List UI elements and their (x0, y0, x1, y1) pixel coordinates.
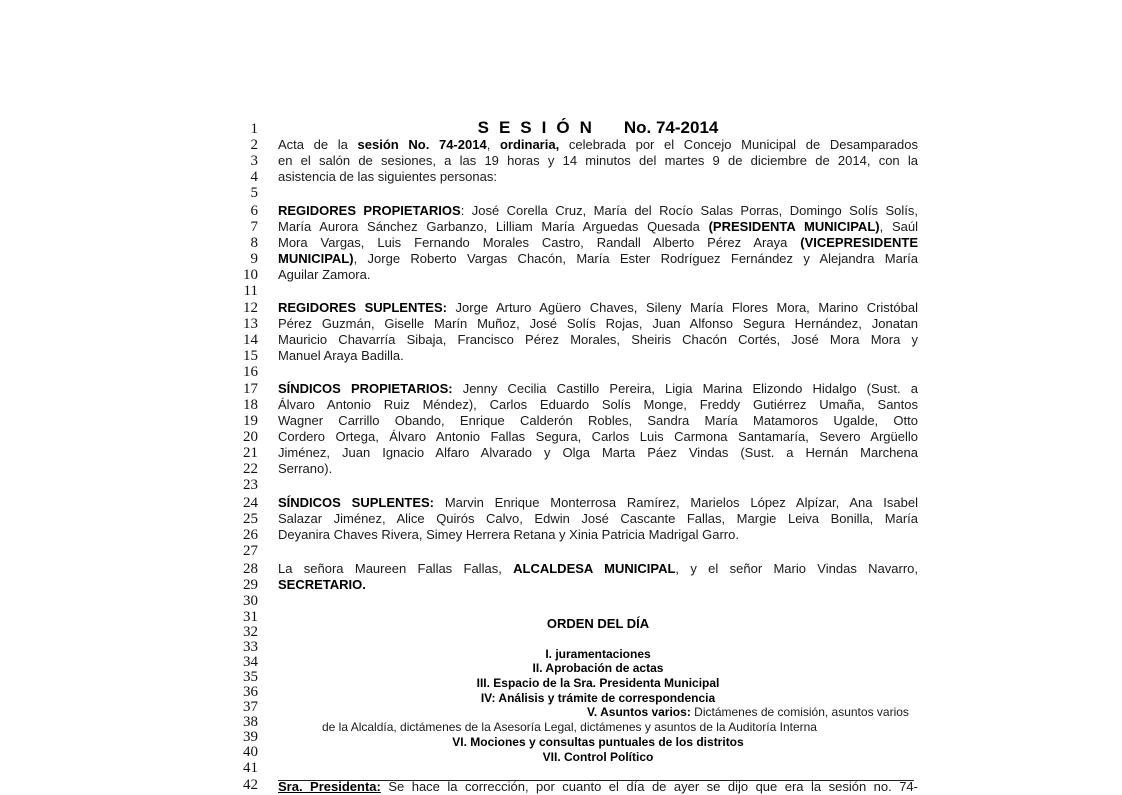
intro-line-2 (278, 137, 918, 153)
line-number: 25 (243, 511, 258, 527)
line-number: 34 (243, 654, 258, 670)
line-number: 36 (243, 684, 258, 700)
text: , Saúl (879, 219, 918, 234)
sindicos-propietarios-line-19: Wagner Carrillo Obando, Enrique Calderón Robles, Sandra María Matamoros Ugalde, Otto (278, 413, 918, 428)
line-number: 31 (243, 609, 258, 625)
alcaldesa-line-28 (278, 561, 918, 577)
line-number: 35 (243, 669, 258, 685)
intro-line-3: en el salón de sesiones, a las 19 horas y 14 minutos del martes 9 de diciembre de 2014, con la (278, 153, 918, 168)
line-number: 28 (243, 561, 258, 577)
text: , (486, 137, 500, 152)
agenda-text: IV: Análisis y trámite de correspondencia (480, 691, 716, 705)
line-number: 9 (250, 251, 258, 267)
line-number: 3 (250, 153, 258, 169)
text: Jenny Cecilia Castillo Pereira, Ligia Marina Elizondo Hidalgo (Sust. a (452, 381, 918, 396)
line-number: 11 (243, 283, 258, 299)
agenda-text: VII. Control Político (542, 750, 654, 764)
text: Se hace la corrección, por cuanto el día de ayer se dijo que era la sesión no. 74- (380, 779, 918, 794)
line-number: 2 (250, 137, 258, 153)
line-number: 32 (243, 624, 258, 640)
title-word: SESIÓN (477, 118, 602, 137)
line-number: 20 (243, 429, 258, 445)
regidores-suplentes-line-13: Pérez Guzmán, Giselle Marín Muñoz, José Solís Rojas, Juan Alfonso Segura Hernández, Jonatan (278, 316, 918, 331)
text: La señora Maureen Fallas Fallas, (278, 561, 514, 576)
text: María Aurora Sánchez Garbanzo, Lilliam María Arguedas Quesada (278, 219, 709, 234)
line-number: 16 (243, 364, 258, 380)
agenda-text: Dictámenes de comisión, asuntos varios (690, 705, 909, 719)
regidores-propietarios-line-6 (278, 203, 918, 219)
line-number: 27 (243, 543, 258, 559)
sindicos-suplentes-line-26: Deyanira Chaves Rivera, Simey Herrera Retana y Xinia Patricia Madrigal Garro. (278, 527, 739, 542)
presidenta-line-42 (278, 779, 918, 795)
line-number: 30 (243, 593, 258, 609)
line-number: 17 (243, 381, 258, 397)
regidores-propietarios-line-8 (278, 235, 918, 251)
line-number: 10 (243, 267, 258, 283)
sindicos-propietarios-line-20: Cordero Ortega, Álvaro Antonio Fallas Segura, Carlos Luis Carmona Santamaría, Severo Argüello (278, 429, 918, 444)
text: Marvin Enrique Monterrosa Ramírez, Marielos López Alpízar, Ana Isabel (434, 495, 918, 510)
heading-text: ORDEN DEL DÍA (546, 616, 650, 631)
line-number: 38 (243, 714, 258, 730)
regidores-propietarios-line-9 (278, 251, 918, 267)
sindicos-suplentes-line-24 (278, 495, 918, 511)
agenda-item-5 (587, 704, 917, 720)
line-number: 40 (243, 744, 258, 760)
line-number: 21 (243, 445, 258, 461)
line-number: 29 (243, 577, 258, 593)
session-title (278, 118, 918, 138)
line-number: 19 (243, 413, 258, 429)
sindicos-propietarios-line-21: Jiménez, Juan Ignacio Alfaro Alvarado y Olga Marta Páez Vindas (Sust. a Hernán Marchena (278, 445, 918, 460)
agenda-item-3 (278, 675, 918, 691)
line-number: 6 (250, 203, 258, 219)
agenda-text: III. Espacio de la Sra. Presidenta Municipal (476, 676, 720, 690)
text: Acta de la (278, 137, 358, 152)
orden-del-dia-heading (278, 616, 918, 632)
line-number: 41 (243, 760, 258, 776)
agenda-item-7 (278, 749, 918, 765)
regidores-suplentes-line-15: Manuel Araya Badilla. (278, 348, 404, 363)
regidores-suplentes-line-12 (278, 300, 918, 316)
line-number: 8 (250, 235, 258, 251)
line-number: 13 (243, 316, 258, 332)
text: Mora Vargas, Luis Fernando Morales Castro, Randall Alberto Pérez Araya (278, 235, 801, 250)
line-number: 23 (243, 477, 258, 493)
line-number: 15 (243, 348, 258, 364)
sindicos-suplentes-line-25: Salazar Jiménez, Alice Quirós Calvo, Edwin José Cascante Fallas, Margie Leiva Bonilla, María (278, 511, 918, 526)
section-label: REGIDORES PROPIETARIOS (278, 203, 461, 218)
text: , Jorge Roberto Vargas Chacón, María Ester Rodríguez Fernández y Alejandra María (353, 251, 918, 266)
title-number: No. 74-2014 (623, 118, 719, 137)
line-number: 7 (250, 219, 258, 235)
line-number: 5 (250, 185, 258, 201)
line-number: 14 (243, 332, 258, 348)
line-number: 24 (243, 495, 258, 511)
line-number: 37 (243, 699, 258, 715)
agenda-text: II. Aprobación de actas (532, 661, 664, 675)
line-number: 4 (250, 169, 258, 185)
section-label: SÍNDICOS PROPIETARIOS: (278, 381, 453, 396)
regidores-propietarios-line-10: Aguilar Zamora. (278, 267, 371, 282)
sindicos-propietarios-line-17 (278, 381, 918, 397)
section-label: REGIDORES SUPLENTES: (278, 300, 447, 315)
agenda-item-6 (278, 734, 918, 750)
intro-line-4: asistencia de las siguientes personas: (278, 169, 497, 184)
ordinaria-bold: ordinaria, (499, 137, 560, 152)
text: celebrada por el Concejo Municipal de Desamparados (559, 137, 918, 152)
agenda-item-2 (278, 660, 918, 676)
section-label: SÍNDICOS SUPLENTES: (278, 495, 435, 510)
line-number: 39 (243, 729, 258, 745)
sindicos-propietarios-line-18: Álvaro Antonio Ruiz Méndez), Carlos Eduardo Solís Monge, Freddy Gutiérrez Umaña, Santos (278, 397, 918, 412)
role-bold: (PRESIDENTA MUNICIPAL) (708, 219, 880, 234)
line-number: 1 (250, 121, 258, 137)
line-number: 12 (243, 300, 258, 316)
regidores-suplentes-line-14: Mauricio Chavarría Sibaja, Francisco Pérez Morales, Sheiris Chacón Cortés, José Mora Mora y (278, 332, 918, 347)
role-bold: MUNICIPAL) (278, 251, 354, 266)
text: : José Corella Cruz, María del Rocío Salas Porras, Domingo Solís Solís, (460, 203, 918, 218)
line-number: 22 (243, 461, 258, 477)
agenda-item-5-continued: de la Alcaldía, dictámenes de la Asesoría Legal, dictámenes y asuntos de la Auditoría Interna (322, 720, 817, 734)
line-number: 33 (243, 639, 258, 655)
speaker-label: Sra. Presidenta: (278, 779, 381, 794)
line-number: 18 (243, 397, 258, 413)
agenda-text: I. juramentaciones (545, 647, 651, 661)
line-number: 26 (243, 527, 258, 543)
sindicos-propietarios-line-22: Serrano). (278, 461, 333, 476)
regidores-propietarios-line-7 (278, 219, 918, 235)
agenda-label: V. Asuntos varios: (587, 705, 691, 719)
alcaldesa-line-29 (278, 577, 918, 593)
line-number: 42 (243, 777, 258, 793)
text: , y el señor Mario Vindas Navarro, (675, 561, 918, 576)
session-number-bold: sesión No. 74-2014 (357, 137, 487, 152)
agenda-text: VI. Mociones y consultas puntuales de los distritos (452, 735, 744, 749)
role-bold: ALCALDESA MUNICIPAL (513, 561, 676, 576)
text: Jorge Arturo Agüero Chaves, Sileny María Flores Mora, Marino Cristóbal (446, 300, 918, 315)
role-bold: (VICEPRESIDENTE (800, 235, 918, 250)
role-bold: SECRETARIO. (278, 577, 366, 592)
